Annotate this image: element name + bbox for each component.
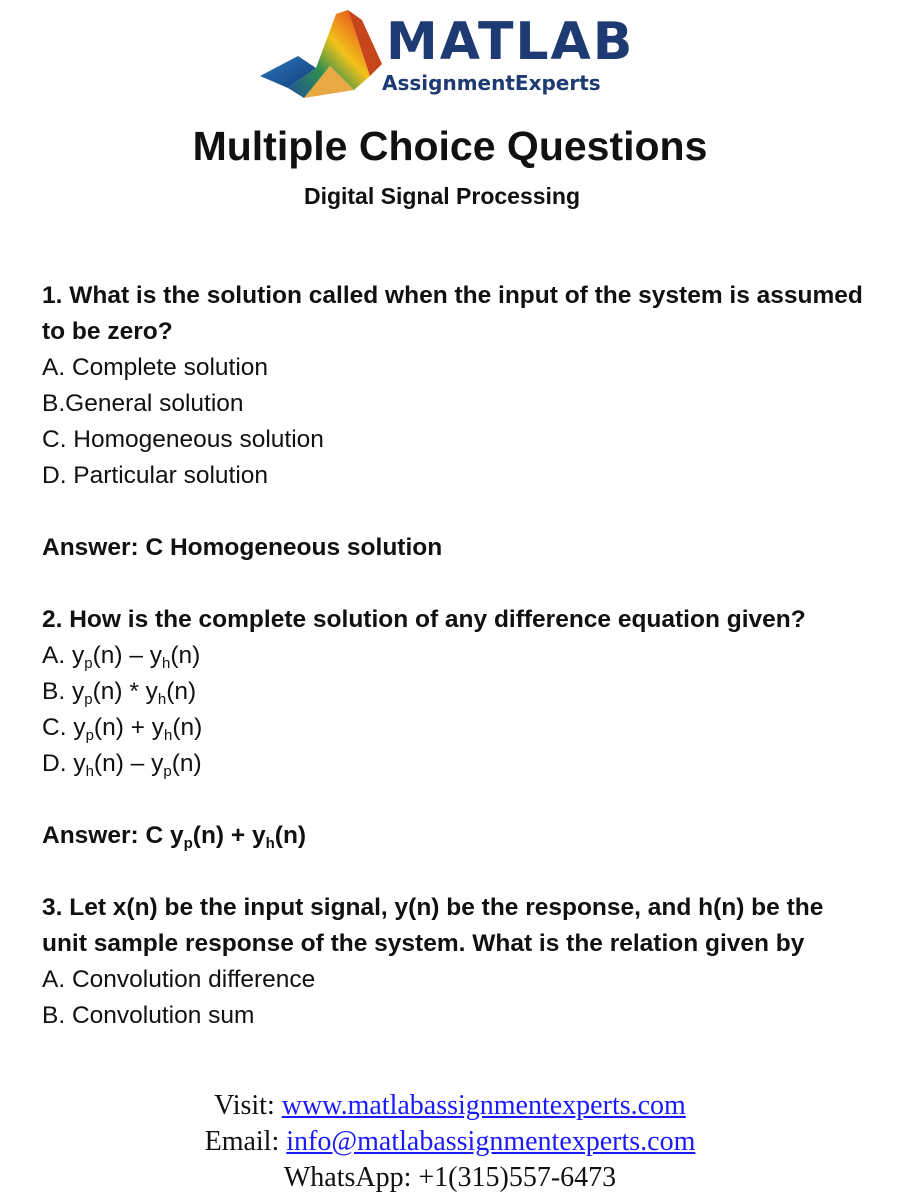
subscript: p	[84, 691, 93, 708]
subscript: h	[265, 835, 275, 852]
question-2-option-c	[42, 710, 872, 746]
term-y: y	[71, 642, 85, 669]
question-list	[42, 278, 872, 1034]
subscript: h	[157, 691, 167, 708]
term-y: y	[73, 714, 86, 741]
question-2-option-b	[42, 674, 872, 710]
question-2-text: 2. How is the complete solution of any difference equation given?	[42, 606, 806, 633]
subscript: p	[163, 763, 172, 780]
subscript: p	[183, 835, 193, 852]
subscript: p	[84, 655, 93, 672]
question-3-option-a: A. Convolution difference	[42, 966, 316, 993]
option-label: C.	[42, 714, 74, 741]
spacer	[42, 782, 872, 818]
question-1-text: 1. What is the solution called when the input of the system is assumed to be zero?	[42, 282, 863, 345]
term-end: (n)	[170, 642, 201, 669]
term-middle: (n) – y	[92, 642, 162, 669]
question-2-option-a	[42, 638, 872, 674]
subscript: p	[85, 727, 94, 744]
footer-visit-line	[0, 1088, 900, 1124]
question-1-option-a: A. Complete solution	[42, 354, 269, 381]
term-end: (n)	[166, 678, 197, 705]
subscript: h	[164, 727, 173, 744]
visit-label: Visit:	[214, 1090, 282, 1121]
question-1-option-c: C. Homogeneous solution	[42, 426, 324, 453]
term-end: (n)	[172, 714, 203, 741]
footer-email-line	[0, 1124, 900, 1160]
term-y: y	[169, 822, 184, 849]
term-middle: (n) * y	[92, 678, 158, 705]
term-end: (n)	[171, 750, 202, 777]
spacer	[42, 566, 872, 602]
answer-label: Answer: C	[42, 822, 170, 849]
question-2-answer	[42, 818, 872, 854]
term-y: y	[73, 750, 86, 777]
option-label: B.	[42, 678, 72, 705]
subscript: h	[162, 655, 171, 672]
email-link[interactable]: info@matlabassignmentexperts.com	[286, 1126, 696, 1157]
term-end: (n)	[274, 822, 307, 849]
page-title: Multiple Choice Questions	[192, 123, 708, 169]
term-middle: (n) – y	[93, 750, 164, 777]
logo	[258, 6, 638, 106]
spacer	[42, 494, 872, 530]
spacer	[42, 854, 872, 890]
question-3-text: 3. Let x(n) be the input signal, y(n) be the response, and h(n) be the unit sample response of the system. What is the relation given by	[42, 894, 824, 957]
subscript: h	[85, 763, 94, 780]
question-3-option-b: B. Convolution sum	[42, 1002, 255, 1029]
option-label: D.	[42, 750, 74, 777]
footer-contact	[0, 1088, 900, 1196]
question-1-option-d: D. Particular solution	[42, 462, 269, 489]
question-1-answer: Answer: C Homogeneous solution	[42, 534, 443, 561]
matlab-membrane-icon	[258, 6, 388, 106]
email-label: Email:	[204, 1126, 287, 1157]
website-link[interactable]: www.matlabassignmentexperts.com	[281, 1090, 686, 1121]
logo-wordmark: MATLAB	[386, 12, 635, 72]
logo-tagline: AssignmentExperts	[382, 71, 601, 95]
option-label: A.	[42, 642, 72, 669]
term-middle: (n) + y	[93, 714, 165, 741]
term-y: y	[71, 678, 85, 705]
footer-whatsapp: WhatsApp: +1(315)557-6473	[283, 1162, 617, 1193]
question-2-option-d	[42, 746, 872, 782]
question-1-option-b: B.General solution	[42, 390, 244, 417]
page-subtitle: Digital Signal Processing	[303, 183, 581, 209]
term-middle: (n) + y	[192, 822, 266, 849]
